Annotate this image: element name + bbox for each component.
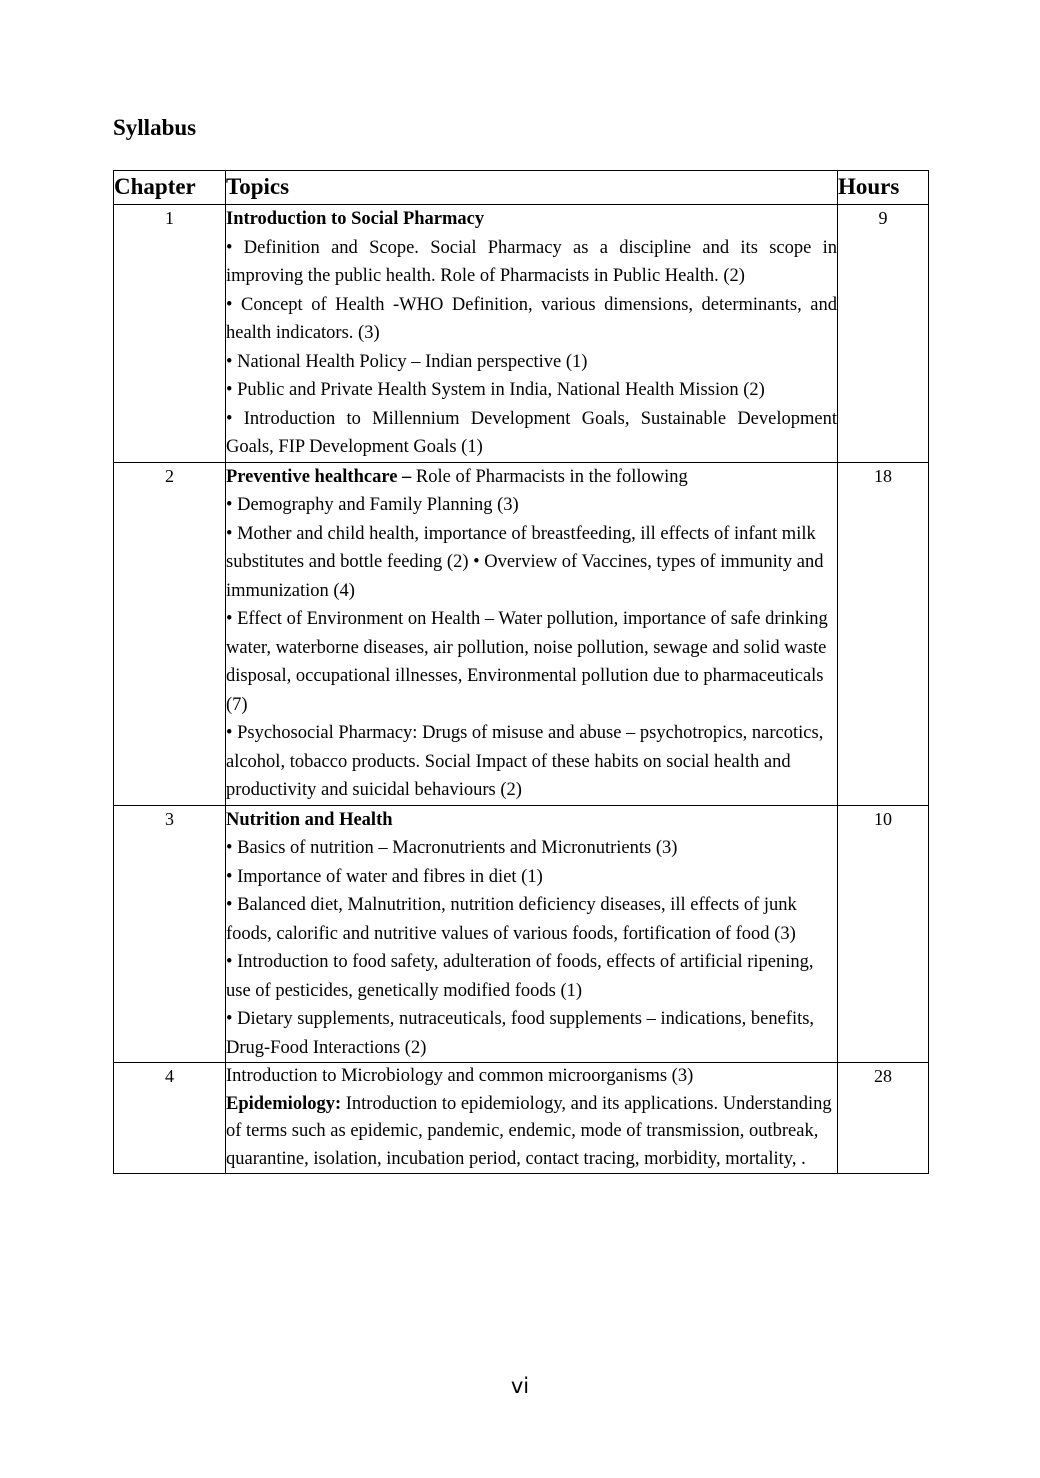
topic-item: • Introduction to food safety, adulteration of foods, effects of artificial ripening, use of pesticides, genetically modified foods (1) <box>226 952 814 1001</box>
hours-value: 28 <box>838 1063 929 1174</box>
topic-title: Introduction to Social Pharmacy <box>226 209 485 229</box>
table-row <box>114 1063 929 1174</box>
topics-cell <box>226 805 838 1063</box>
column-header-topics: Topics <box>226 171 838 205</box>
hours-value: 9 <box>838 205 929 463</box>
table-row <box>114 462 929 805</box>
page-number: vi <box>510 1374 530 1398</box>
table-row <box>114 805 929 1063</box>
topics-cell <box>226 1063 838 1174</box>
topic-item: • Basics of nutrition – Macronutrients and Micronutrients (3) <box>226 838 678 858</box>
topic-item: • Psychosocial Pharmacy: Drugs of misuse and abuse – psychotropics, narcotics, alcohol, tobacco products. Social Impact of these habits on social health and productivity and suicidal behaviours (2) <box>226 723 824 800</box>
topic-item: • Importance of water and fibres in diet (1) <box>226 866 543 887</box>
table-header-row <box>114 171 929 205</box>
chapter-number: 1 <box>114 205 226 463</box>
chapter-number: 2 <box>114 462 226 805</box>
topic-item: • Effect of Environment on Health – Water pollution, importance of safe drinking water, waterborne diseases, air pollution, noise pollution, sewage and solid waste disposal, occupational illnesses, Environmental pollution due to pharmaceuticals (7) <box>226 609 828 715</box>
chapter-number: 3 <box>114 805 226 1063</box>
topic-item: • Public and Private Health System in India, National Health Mission (2) <box>226 380 765 400</box>
syllabus-table <box>113 170 929 1174</box>
topic-item: • National Health Policy – Indian perspective (1) <box>226 351 588 372</box>
topic-item: • Dietary supplements, nutraceuticals, food supplements – indications, benefits, Drug-Food Interactions (2) <box>226 1009 815 1058</box>
topic-item: • Balanced diet, Malnutrition, nutrition deficiency diseases, ill effects of junk foods, calorific and nutritive values of various foods, fortification of food (3) <box>226 895 797 944</box>
hours-value: 10 <box>838 805 929 1063</box>
page-heading: Syllabus <box>113 115 197 140</box>
topics-cell <box>226 205 838 463</box>
topic-item: Introduction to Microbiology and common microorganisms (3) <box>226 1066 694 1086</box>
topic-item: • Mother and child health, importance of breastfeeding, ill effects of infant milk substitutes and bottle feeding (2) • Overview of Vaccines, types of immunity and immunization (4) <box>226 523 824 601</box>
column-header-hours: Hours <box>838 171 929 205</box>
topic-title: Nutrition and Health <box>226 809 393 830</box>
topic-item: • Demography and Family Planning (3) <box>226 495 519 515</box>
topics-cell <box>226 462 838 805</box>
topic-item: • Introduction to Millennium Development Goals, Sustainable Development Goals, FIP Development Goals (1) <box>226 408 837 457</box>
topic-title: Preventive healthcare – Role of Pharmacists in the following <box>226 466 688 487</box>
column-header-chapter: Chapter <box>114 171 226 205</box>
hours-value: 18 <box>838 462 929 805</box>
chapter-number: 4 <box>114 1063 226 1174</box>
table-row <box>114 205 929 463</box>
topic-item: • Concept of Health -WHO Definition, various dimensions, determinants, and health indicators. (3) <box>226 294 837 343</box>
topic-title: Epidemiology: Introduction to epidemiology, and its applications. Understanding of terms such as epidemic, pandemic, endemic, mode of transmission, outbreak, quarantine, isolation, incubation period, contact tracing, morbidity, mortality, . <box>226 1093 832 1169</box>
topic-item: • Definition and Scope. Social Pharmacy as a discipline and its scope in improving the public health. Role of Pharmacists in Public Health. (2) <box>226 237 837 286</box>
